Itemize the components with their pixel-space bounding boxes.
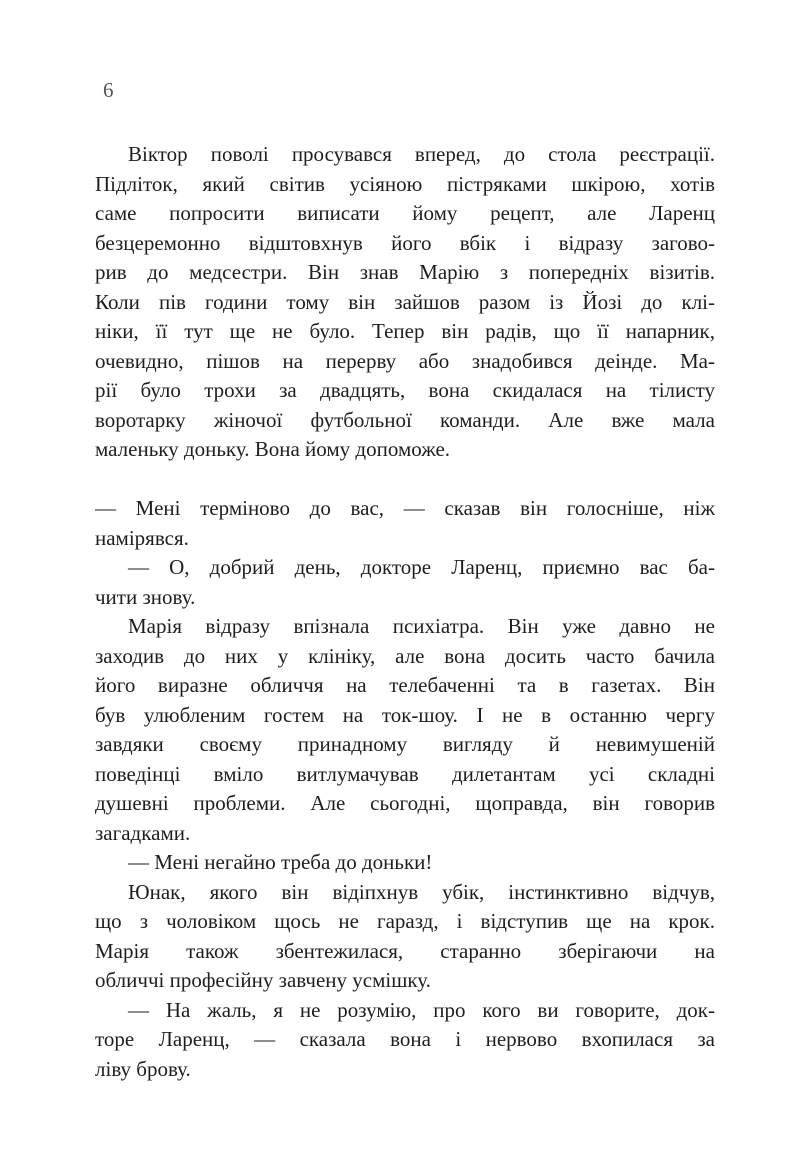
text-line: його виразне обличчя на телебаченні та в газетах. Він bbox=[95, 673, 715, 697]
text-line: заходив до них у клініку, але вона досить часто бачила bbox=[95, 643, 715, 668]
text-line: чити знову. bbox=[95, 584, 196, 609]
text-line: Віктор поволі просувався вперед, до стола реєстрації. bbox=[128, 142, 715, 166]
text-line: — На жаль, я не розумію, про кого ви говорите, док- bbox=[128, 997, 715, 1022]
text-line: — Мені терміново до вас, — сказав він голосніше, ніж bbox=[95, 496, 715, 520]
text-line: поведінці вміло витлумачував дилетантам усі складні bbox=[95, 761, 715, 786]
text-line: Марія також збентежилася, старанно зберігаючи на bbox=[95, 938, 715, 963]
text-line: Коли пів години тому він зайшов разом із Йозі до клі- bbox=[95, 289, 715, 314]
text-line: безцеремонно відштовхнув його вбік і відразу загово- bbox=[95, 230, 715, 255]
text-line: Юнак, якого він відіпхнув убік, інстинктивно відчув, bbox=[128, 879, 715, 904]
paragraph bbox=[95, 848, 715, 878]
text-line: обличчі професійну завчену усмішку. bbox=[95, 968, 431, 992]
text-line: — Мені негайно треба до доньки! bbox=[128, 850, 433, 874]
paragraph bbox=[95, 878, 715, 996]
text-line: Марія відразу впізнала психіатра. Він уже давно не bbox=[128, 614, 715, 638]
text-line: воротарку жіночої футбольної команди. Але вже мала bbox=[95, 407, 715, 432]
paragraph bbox=[95, 612, 715, 848]
text-line: рив до медсестри. Він знав Марію з попередніх візитів. bbox=[95, 260, 715, 284]
body-text bbox=[95, 140, 715, 1084]
paragraph bbox=[95, 494, 715, 553]
text-line: був улюбленим гостем на ток-шоу. І не в останню чергу bbox=[95, 702, 715, 727]
text-line: рії було трохи за двадцять, вона скидалася на тілисту bbox=[95, 378, 715, 402]
text-line: ніки, її тут ще не було. Тепер він радів, що її напарник, bbox=[95, 319, 715, 343]
paragraph bbox=[95, 140, 715, 465]
text-line: Підліток, який світив усіяною пістряками шкірою, хотів bbox=[95, 171, 715, 196]
text-line: що з чоловіком щось не гаразд, і відступив ще на крок. bbox=[95, 909, 715, 933]
text-line: торе Ларенц, — сказала вона і нервово вхопилася за bbox=[95, 1027, 715, 1051]
text-line: намірявся. bbox=[95, 525, 189, 550]
text-line: душевні проблеми. Але сьогодні, щоправда, він говорив bbox=[95, 791, 715, 815]
page-number: 6 bbox=[103, 78, 114, 102]
text-line: завдяки своєму принадному вигляду й невимушеній bbox=[95, 732, 715, 756]
text-line: ліву брову. bbox=[95, 1056, 191, 1081]
paragraph bbox=[95, 996, 715, 1085]
paragraph bbox=[95, 553, 715, 612]
text-line: — О, добрий день, докторе Ларенц, приємно вас ба- bbox=[128, 555, 715, 579]
text-line: загадками. bbox=[95, 820, 191, 845]
text-line: маленьку доньку. Вона йому допоможе. bbox=[95, 437, 451, 461]
text-line: саме попросити виписати йому рецепт, але Ларенц bbox=[95, 201, 715, 225]
text-line: очевидно, пішов на перерву або знадобився деінде. Ма- bbox=[95, 348, 715, 373]
